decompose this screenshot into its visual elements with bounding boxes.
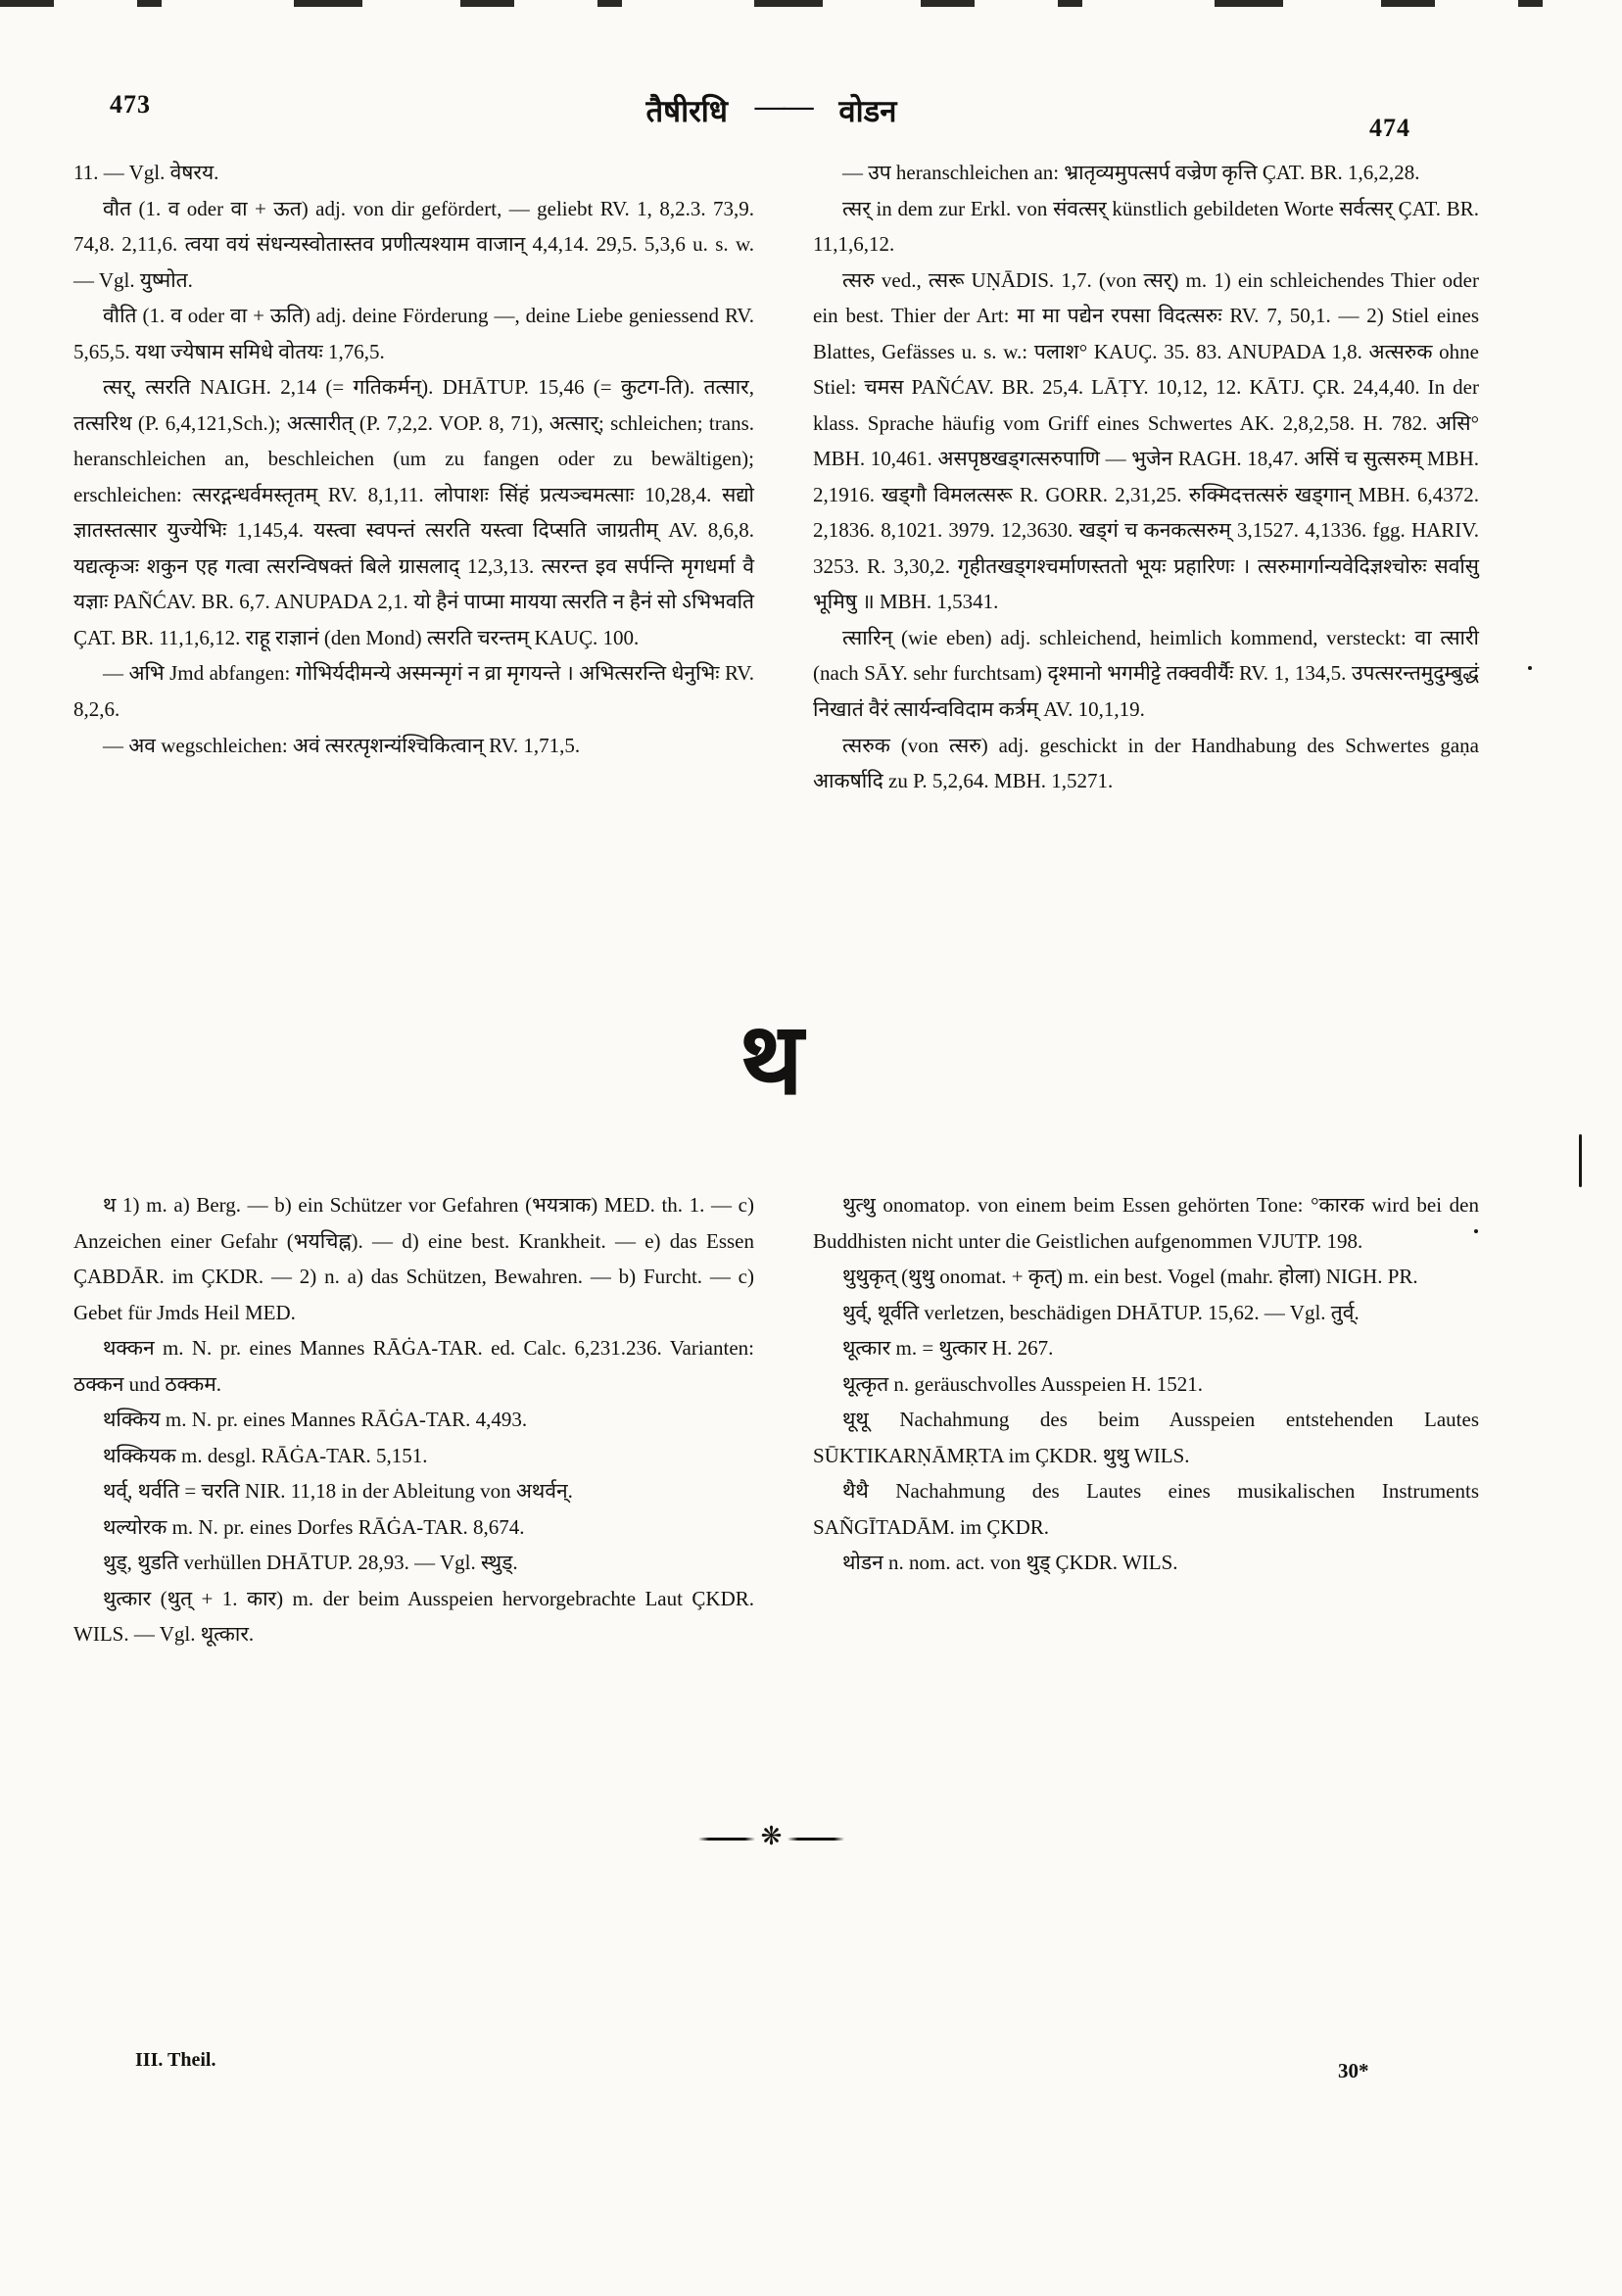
section-letter-tha: थ	[739, 1005, 804, 1116]
dictionary-entry: थुथुकृत् (थुथु onomat. + कृत्) m. ein best. Vogel (mahr. होला) NIGH. PR.	[842, 1265, 1418, 1289]
dictionary-entry: थक्कियक m. desgl. RĀĠA-TAR. 5,151.	[103, 1443, 428, 1467]
column-bottom-left	[73, 1187, 754, 1652]
dictionary-entry: थक्किय m. N. pr. eines Mannes RĀĠA-TAR. 4,493.	[103, 1408, 528, 1432]
dictionary-entry: वौत (1. व oder वा + ऊत) adj. von dir gefördert, — geliebt RV. 1, 8,2.3. 73,9. 74,8. 2,11,6. त्वया वयं संधन्यस्वोतास्तव प्रणीत्यश्याम वाजान् 4,4,14. 29,5. 5,3,6 u. s. w. — Vgl. युष्मोत.	[73, 196, 754, 292]
running-head-separator: ——	[754, 88, 812, 122]
dictionary-entry: थुड्, थुडति verhüllen DHĀTUP. 28,93. — Vgl. स्थुड्.	[103, 1551, 518, 1575]
dictionary-entry: थल्योरक m. N. pr. eines Dorfes RĀĠA-TAR. 8,674.	[103, 1514, 525, 1539]
dictionary-entry: 11. — Vgl. वेषरय.	[73, 161, 219, 184]
scan-edge-noise	[0, 0, 1622, 7]
dictionary-entry: वौति (1. व oder वा + ऊति) adj. deine Förderung —, deine Liebe geniessend RV. 5,65,5. यथा ज्येषाम समिधे वोतयः 1,76,5.	[73, 304, 754, 363]
dictionary-entry: त्सरु ved., त्सरू UṆĀDIS. 1,7. (von त्सर्) m. 1) ein schleichendes Thier oder ein best. Thier der Art: मा मा पद्येन रपसा विदत्सरुः RV. 7, 50,1. — 2) Stiel eines Blattes, Gefässes u. s. w.: पलाश° KAUÇ. 35. 83. ANUPADA 1,8. अत्सरुक ohne Stiel: चमस PAÑĆAV. BR. 25,4. LĀṬY. 10,12, 12. KĀTJ. ÇR. 24,4,40. In der klass. Sprache häufig vom Griff eines Schwertes AK. 2,8,2,58. H. 782. असि° MBH. 10,461. असपृष्ठखड्गत्सरुपाणि — भुजेन RAGH. 18,47. असिं च सुत्सरुम् MBH. 2,1916. खड्गौ विमलत्सरू R. GORR. 2,31,25. रुक्मिदत्तत्सरुं खड्गान् MBH. 6,4372. 2,1836. 8,1021. 3979. 12,3630. खड्गं च कनकत्सरुम् 3,1527. 4,1336. fgg. HARIV. 3253. R. 3,30,2. गृहीतखड्गश्चर्माणस्ततो भूयः प्रहारिणः । त्सरुमार्गान्यवेदिज्ञश्चोरुः सर्वासु भूमिषु ॥ MBH. 1,5341.	[813, 267, 1479, 614]
dictionary-entry: थुत्कार (थुत् + 1. कार) m. der beim Ausspeien hervorgebrachte Laut ÇKDR. WILS. — Vgl. थूत्कार.	[73, 1586, 754, 1647]
dictionary-entry: त्सरुक (von त्सरु) adj. geschickt in der Handhabung des Schwertes gaṇa आकर्षादि zu P. 5,2,64. MBH. 1,5271.	[813, 733, 1479, 793]
footer-sheet-signature: 30*	[1338, 2059, 1369, 2082]
dictionary-entry: थ 1) m. a) Berg. — b) ein Schützer vor Gefahren (भयत्राक) MED. th. 1. — c) Anzeichen einer Gefahr (भयचिह्न). — d) eine best. Krankheit. — e) das Essen ÇABDĀR. im ÇKDR. — 2) n. a) das Schützen, Bewahren. — b) Furcht. — c) Gebet für Jmds Heil MED.	[73, 1193, 754, 1324]
dictionary-entry: थूत्कृत n. geräuschvolles Ausspeien H. 1521.	[842, 1371, 1203, 1396]
running-head-last-word: वोडन	[838, 94, 897, 128]
running-head-first-word: तैषीरधि	[645, 94, 728, 128]
dictionary-entry: — अव wegschleichen: अवं त्सरत्पृशन्यंश्चिकित्वान् RV. 1,71,5.	[103, 733, 581, 757]
running-head	[73, 90, 1469, 131]
page-number-left: 473	[110, 90, 151, 119]
dictionary-entry: थुर्व्, थूर्वति verletzen, beschädigen DHĀTUP. 15,62. — Vgl. तुर्व्.	[842, 1300, 1360, 1324]
ornament-line-right	[787, 1838, 844, 1841]
dictionary-entry: थूथू Nachahmung des beim Ausspeien entstehenden Lautes SŪKTIKARṆĀMṚTA im ÇKDR. थुथु WILS.	[813, 1408, 1479, 1467]
footer-volume-label: III. Theil.	[135, 2049, 216, 2071]
scan-speck	[1579, 1134, 1582, 1187]
page-number-right: 474	[1369, 114, 1410, 142]
dictionary-entry: थर्व्, थर्वति = चरति NIR. 11,18 in der Ableitung von अथर्वन्.	[103, 1479, 573, 1504]
ornament-line-left	[698, 1838, 755, 1841]
tailpiece-ornament	[73, 1824, 1469, 1853]
dictionary-entry: त्सारिन् (wie eben) adj. schleichend, heimlich kommend, versteckt: वा त्सारी (nach SĀY. sehr furchtsam) दृश्मानो भगमीट्टे तक्ववीर्यैः RV. 1, 134,5. उपत्सरन्तमुदुम्बुद्धं निखातं वैरं त्सार्यन्वविदाम कर्त्रम् AV. 10,1,19.	[813, 625, 1479, 721]
dictionary-entry: थैथै Nachahmung des Lautes eines musikalischen Instruments SAÑGĪTADĀM. im ÇKDR.	[813, 1479, 1479, 1539]
column-top-right	[813, 155, 1479, 799]
dictionary-entry: थुत्थु onomatop. von einem beim Essen gehörten Tone: °कारक wird bei den Buddhisten nicht unter die Geistlichen aufgenommen VJUTP. 198.	[813, 1193, 1479, 1253]
ornament-flower-icon: ❋	[760, 1822, 783, 1850]
dictionary-entry: — उप heranschleichen an: भ्रातृव्यमुपत्सर्प वज्रेण कृत्ति ÇAT. BR. 1,6,2,28.	[842, 161, 1420, 184]
dictionary-entry: थक्कन m. N. pr. eines Mannes RĀĠA-TAR. ed. Calc. 6,231.236. Varianten: ठक्कन und ठक्कम.	[73, 1336, 754, 1396]
dictionary-entry: थूत्कार m. = थुत्कार H. 267.	[842, 1336, 1054, 1361]
dictionary-entry: त्सर् in dem zur Erkl. von संवत्सर् künstlich gebildeten Worte सर्वत्सर् ÇAT. BR. 11,1,6,12.	[813, 196, 1479, 257]
column-bottom-right	[813, 1187, 1479, 1581]
dictionary-entry: त्सर्, त्सरति NAIGH. 2,14 (= गतिकर्मन्). DHĀTUP. 15,46 (= कुटग-ति). तत्सार, तत्सरिथ (P. 6,4,121,Sch.); अत्सारीत् (P. 7,2,2. VOP. 8, 71), अत्सार्; schleichen; trans. heranschleichen an, beschleichen (um zu fangen oder zu bewältigen); erschleichen: त्सरद्गन्धर्वमस्तृतम् RV. 8,1,11. लोपाशः सिंहं प्रत्यञ्चमत्साः 10,28,4. सद्यो ज्ञातस्तत्सार युज्येभिः 1,145,4. यस्त्वा स्वपन्तं त्सरति यस्त्वा दिप्सति जाग्रतीम् AV. 8,6,8. यद्यत्कृञः शकुन एह गत्वा त्सरन्विषक्तं बिले ग्रासलाद् 12,3,13. त्सरन्त इव सर्पन्ति मृगधर्मा वै यज्ञाः PAÑĆAV. BR. 6,7. ANUPADA 2,1. यो हैनं पाप्मा मायया त्सरति न हैनं सो ऽभिभवति ÇAT. BR. 11,1,6,12. राहू राज्ञानं (den Mond) त्सरति चरन्तम् KAUÇ. 100.	[73, 375, 754, 649]
dictionary-entry: थोडन n. nom. act. von थुड् ÇKDR. WILS.	[842, 1551, 1178, 1575]
scan-speck	[1528, 666, 1532, 670]
dictionary-entry: — अभि Jmd abfangen: गोभिर्यदीमन्ये अस्मन्मृगं न व्रा मृगयन्ते । अभित्सरन्ति धेनुभिः RV. 8,2,6.	[73, 661, 754, 721]
column-top-left	[73, 155, 754, 763]
